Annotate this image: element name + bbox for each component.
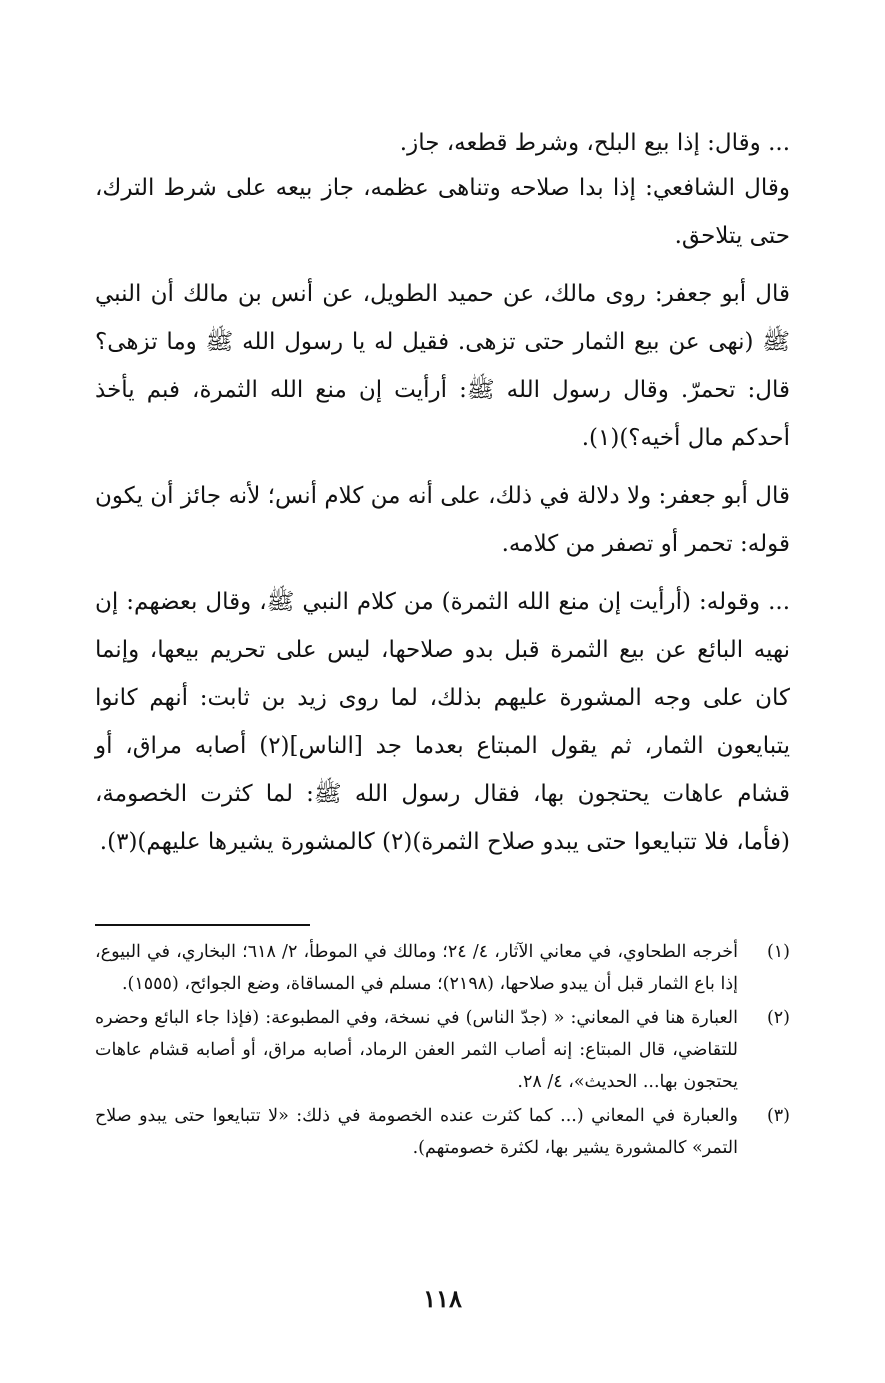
paragraph: قال أبو جعفر: ولا دلالة في ذلك، على أنه من كلام أنس؛ لأنه جائز أن يكون قوله: تحمر أو تصفر من كلامه. <box>95 483 790 557</box>
footnote-separator-wrap <box>95 924 790 926</box>
footnotes <box>95 936 790 1164</box>
paragraph: ... وقوله: (أرأيت إن منع الله الثمرة) من كلام النبي ﷺ، وقال بعضهم: إن نهيه البائع عن بيع الثمرة قبل بدو صلاحها، ليس على تحريم بيعها، وإنما كان على وجه المشورة عليهم بذلك، لما روى زيد بن ثابت: أنهم كانوا يتبايعون الثمار، ثم يقول المبتاع بعدما جد [الناس](٢) أصابه مراق، أو قشام عاهات يحتجون بها، فقال رسول الله ﷺ: لما كثرت الخصومة، (فأما، فلا تتبايعوا حتى يبدو صلاح الثمرة)(٢) كالمشورة يشيرها عليهم)(٣). <box>95 589 791 855</box>
footnote-text: والعبارة في المعاني (... كما كثرت عنده الخصومة في ذلك: «لا تتبايعوا حتى يبدو صلاح التمر» كالمشورة يشير بها، لكثرة خصومتهم). <box>95 1106 738 1158</box>
footnote-text: العبارة هنا في المعاني: « (جدّ الناس) في نسخة، وفي المطبوعة: (فإذا جاء البائع وحضره للتقاضي، قال المبتاع: إنه أصاب الثمر العفن الرماد، أصابه مراق، أو أصابه قشام عاهات يحتجون بها... الحديث»، ٤/ ٢٨. <box>95 1008 738 1092</box>
footnote <box>95 1100 790 1164</box>
footnote-number: (٣) <box>766 1106 790 1126</box>
paragraph: وقال الشافعي: إذا بدا صلاحه وتناهى عظمه، جاز بيعه على شرط الترك، حتى يتلاحق. <box>95 175 790 249</box>
footnote <box>95 936 790 1000</box>
footnote-number: (٢) <box>766 1008 790 1028</box>
footnote-separator <box>95 924 310 926</box>
paragraph: قال أبو جعفر: روى مالك، عن حميد الطويل، عن أنس بن مالك أن النبي ﷺ (نهى عن بيع الثمار حتى تزهى. فقيل له يا رسول الله ﷺ وما تزهى؟ قال: تحمرّ. وقال رسول الله ﷺ: أرأيت إن منع الله الثمرة، فبم يأخذ أحدكم مال أخيه؟)(١). <box>95 281 790 451</box>
footnote-text: أخرجه الطحاوي، في معاني الآثار، ٤/ ٢٤؛ ومالك في الموطأ، ٢/ ٦١٨؛ البخاري، في البيوع، إذا باع الثمار قبل أن يبدو صلاحها، (٢١٩٨)؛ مسلم في المساقاة، وضع الجوائح، (١٥٥٥). <box>95 942 738 994</box>
main-text <box>95 122 790 866</box>
footnote <box>95 1002 790 1098</box>
page-number: ١١٨ <box>423 1284 462 1313</box>
paragraph: ... وقال: إذا بيع البلح، وشرط قطعه، جاز. <box>399 130 790 156</box>
footnote-number: (١) <box>766 942 790 962</box>
